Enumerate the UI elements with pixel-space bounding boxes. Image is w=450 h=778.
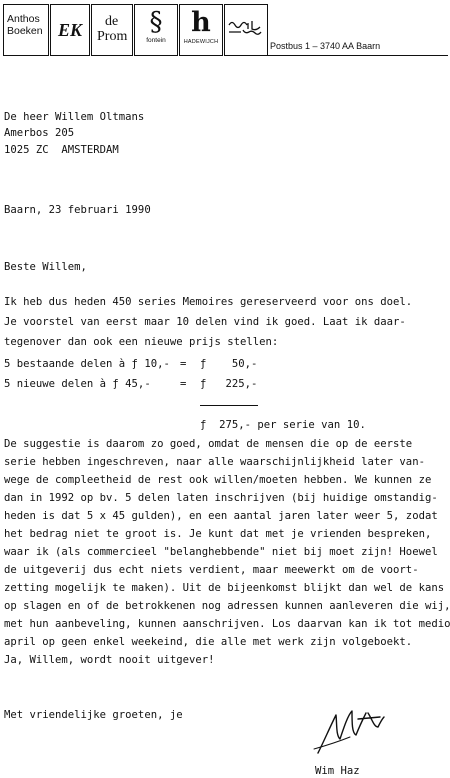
letterhead [0,0,450,62]
header-rule [268,55,448,56]
handwritten-signature [310,705,390,757]
hadewijch-label: HADEWIJCH [183,39,219,45]
closing-line: Met vriendelijke groeten, je [4,709,183,721]
paragraph2-line: waar ik (als commercieel "belanghebbende" niet bij moet zijn! Hoewel [4,546,438,558]
paragraph2-line: op slagen en of de betrokkenen nog adressen kunnen aanleveren die wij, [4,600,450,612]
paragraph2-line: serie hebben ingeschreven, naar alle waarschijnlijkheid later van- [4,456,425,468]
publisher-address: Postbus 1 – 3740 AA Baarn [270,41,381,51]
paragraph2-line: met hun aanbeveling, kunnen aanschrijven. Los daarvan kan ik tot medio [4,618,450,630]
hadewijch-h-icon: h [191,7,211,38]
paragraph2-line: heden is dat 5 x 45 gulden), en een aantal jaren later weer 5, zodat [4,510,438,522]
anthos-boeken-logo [3,4,49,56]
paragraph2-line: april op geen enkel weekeind, die alle met werk zijn volgeboekt. [4,636,413,648]
total-line: ƒ 275,- per serie van 10. [200,419,366,431]
price-row-eq: = [180,378,187,390]
ek-logo [50,4,90,56]
paragraph2-line: zetting mogelijk te maken). Uit de bijeenkomst blijkt dan wel de kans [4,582,445,594]
de-text: de [105,14,119,29]
recipient-street: Amerbos 205 [4,127,75,139]
recipient-city: 1025 ZC AMSTERDAM [4,144,119,156]
paragraph2-line: wege de compleetheid de rest ook willen/moeten hebben. We kunnen ze [4,474,432,486]
price-row-amount: ƒ 225,- [200,378,258,390]
paragraph1-line: tegenover dan ook een nieuwe prijs stellen: [4,336,279,348]
fontein-logo [134,4,178,56]
date-line: Baarn, 23 februari 1990 [4,204,151,216]
paragraph2-line: dan in 1992 op bv. 5 delen laten inschrijven (bij huidige omstandig- [4,492,438,504]
price-row-amount: ƒ 50,- [200,358,258,370]
paragraph1-line: Je voorstel van eerst maar 10 delen vind ik goed. Laat ik daar- [4,316,406,328]
arabic-script-icon [226,17,266,39]
recipient-name: De heer Willem Oltmans [4,111,145,123]
paragraph2-line: het bedrag niet te groot is. Je kunt dat met je vrienden bespreken, [4,528,432,540]
paragraph2-line: de uitgeverij dus echt niets verdient, maar meewerkt om de voort- [4,564,419,576]
paragraph1-line: Ik heb dus heden 450 series Memoires gereserveerd voor ons doel. [4,296,413,308]
price-row-desc: 5 nieuwe delen à ƒ 45,- [4,378,151,390]
paragraph2-line: Ja, Willem, wordt nooit uitgever! [4,654,215,666]
price-row-eq: = [180,358,187,370]
fontein-label: fontein [146,37,166,44]
anthos-text: Anthos [7,13,40,25]
prom-text: Prom [97,29,128,44]
price-row-desc: 5 bestaande delen à ƒ 10,- [4,358,170,370]
sum-rule [200,405,258,406]
de-prom-logo [91,4,133,56]
boeken-text: Boeken [7,25,43,37]
fountain-icon: § [149,7,163,37]
arabic-script-logo [224,4,268,56]
hadewijch-logo [179,4,223,56]
signature-name: Wim Haz [315,765,360,777]
paragraph2-line: De suggestie is daarom zo goed, omdat de mensen die op de eerste [4,438,413,450]
ek-text: EK [57,19,82,40]
salutation: Beste Willem, [4,261,87,273]
